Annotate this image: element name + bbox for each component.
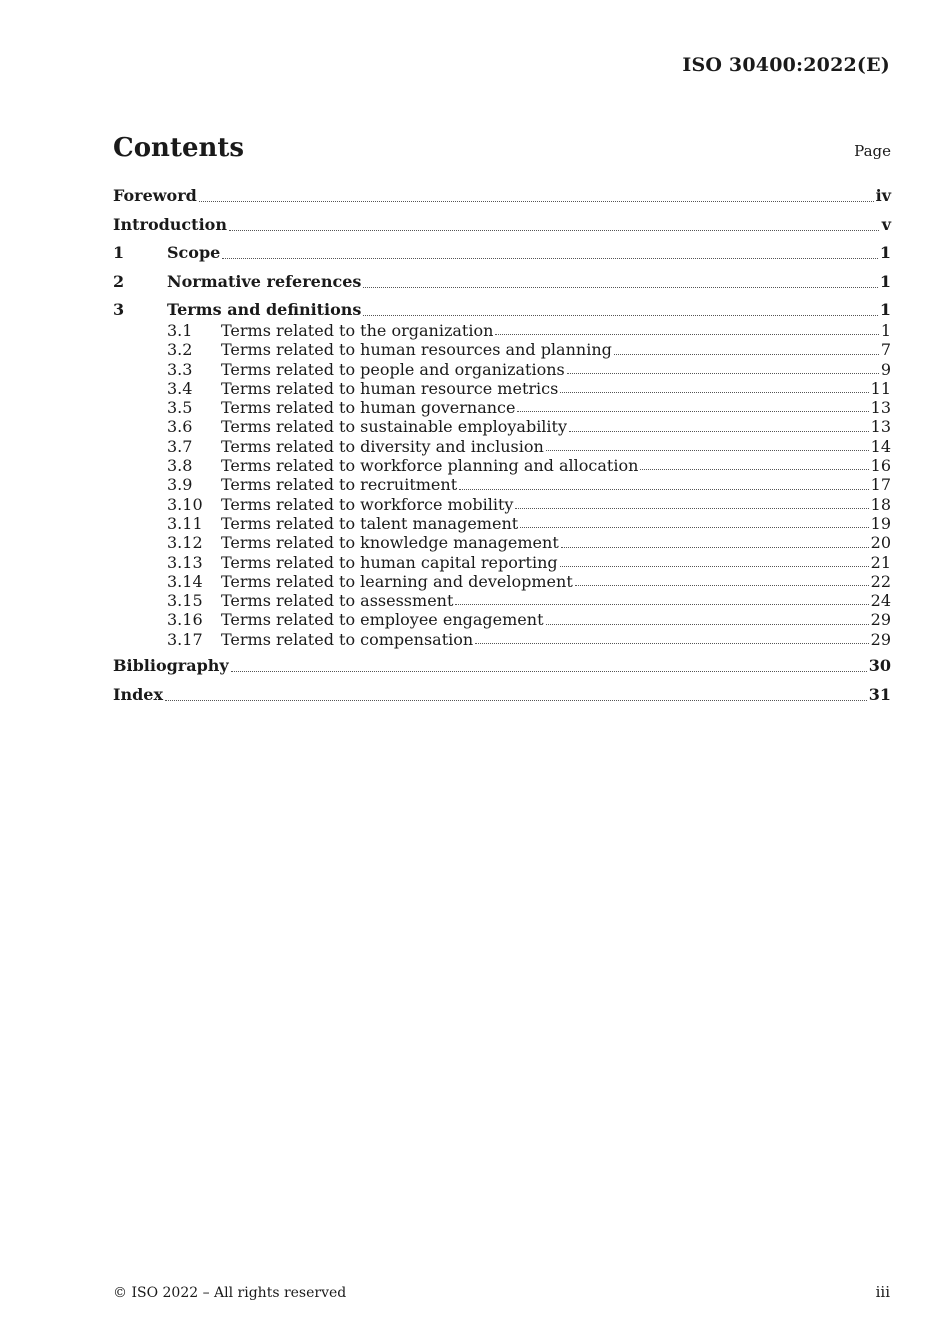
toc-entry-page: 13	[870, 417, 891, 437]
toc-subentry[interactable]	[113, 533, 891, 552]
toc-entry-title: Terms related to employee engagement	[221, 610, 544, 630]
toc-entry-page: 13	[870, 398, 891, 418]
toc-entry-title: Terms related to the organization	[221, 321, 494, 340]
toc-subentry[interactable]	[113, 572, 891, 591]
dot-leader	[165, 699, 867, 701]
toc-subentry[interactable]	[113, 610, 891, 629]
toc-subentry[interactable]	[113, 553, 891, 572]
dot-leader	[199, 200, 874, 202]
toc-subentry[interactable]	[113, 417, 891, 436]
toc-entry-page: 1	[879, 271, 891, 291]
toc-entry-title: Index	[113, 684, 164, 704]
toc-subentry[interactable]	[113, 591, 891, 610]
toc-entry-title: Terms related to people and organizations	[221, 359, 565, 379]
toc-entry-number: 3.16	[167, 610, 203, 630]
toc-entry-title: Terms related to sustainable employability	[221, 417, 568, 437]
dot-leader	[229, 229, 879, 231]
toc-entry-number: 3.7	[167, 436, 193, 456]
toc-entry-page: 29	[870, 610, 891, 630]
toc-entry-introduction[interactable]	[113, 214, 891, 236]
dot-leader	[459, 488, 869, 490]
toc-entry-normative-references[interactable]	[113, 271, 891, 293]
toc-entry-number: 3.5	[167, 398, 193, 418]
copyright-notice: © ISO 2022 – All rights reserved	[113, 1285, 347, 1301]
toc-entry-title: Terms related to human resources and planning	[221, 340, 612, 360]
toc-entry-title: Scope	[167, 243, 221, 262]
toc-entry-page: 22	[870, 571, 891, 591]
toc-entry-title: Foreword	[113, 186, 197, 205]
toc-entry-number: 3.9	[167, 475, 193, 495]
toc-entry-title: Terms related to human capital reporting	[221, 552, 558, 572]
toc-entry-foreword[interactable]	[113, 185, 891, 207]
dot-leader	[640, 468, 868, 470]
dot-leader	[569, 430, 869, 432]
toc-entry-page: 21	[870, 552, 891, 572]
toc-entry-page: 11	[870, 378, 891, 398]
dot-leader	[222, 257, 878, 259]
toc-entry-title: Terms related to learning and development	[221, 571, 573, 591]
table-of-contents	[113, 185, 891, 712]
dot-leader	[561, 546, 869, 548]
toc-entry-page: 30	[868, 656, 891, 676]
toc-entry-number: 1	[113, 243, 125, 262]
dot-leader	[363, 314, 877, 316]
toc-entry-title: Normative references	[167, 271, 362, 291]
dot-leader	[475, 642, 868, 644]
toc-entry-number: 3.17	[167, 629, 203, 649]
toc-entry-number: 3.3	[167, 359, 193, 379]
dot-leader	[455, 603, 868, 605]
toc-subentry[interactable]	[113, 630, 891, 649]
toc-subentry[interactable]	[113, 437, 891, 456]
contents-header	[113, 133, 891, 163]
toc-entry-title: Terms related to human governance	[221, 398, 516, 418]
document-id: ISO 30400:2022(E)	[682, 54, 890, 76]
dot-leader	[520, 526, 868, 528]
dot-leader	[231, 670, 867, 672]
toc-entry-page: 17	[870, 475, 891, 495]
toc-entry-number: 3.10	[167, 494, 203, 514]
toc-entry-scope[interactable]	[113, 242, 891, 264]
toc-entry-page: 19	[870, 513, 891, 533]
contents-title: Contents	[113, 133, 245, 163]
toc-entry-number: 3.6	[167, 417, 193, 437]
toc-entry-page: iv	[875, 186, 891, 205]
toc-subentry[interactable]	[113, 340, 891, 359]
toc-entry-title: Terms related to talent management	[221, 513, 519, 533]
toc-entry-title: Introduction	[113, 214, 227, 234]
toc-entry-number: 2	[113, 271, 125, 291]
toc-entry-page: 7	[880, 340, 891, 360]
dot-leader	[363, 286, 877, 288]
toc-entry-page: 16	[870, 456, 891, 476]
toc-entry-page: 1	[879, 300, 891, 319]
toc-entry-number: 3.12	[167, 533, 203, 553]
dot-leader	[560, 565, 869, 567]
toc-entry-number: 3.2	[167, 340, 193, 360]
dot-leader	[546, 623, 869, 625]
toc-entry-number: 3.11	[167, 513, 203, 533]
dot-leader	[546, 449, 869, 451]
toc-entry-title: Terms related to knowledge management	[221, 533, 559, 553]
toc-entry-page: 14	[870, 436, 891, 456]
dot-leader	[495, 333, 878, 335]
dot-leader	[575, 584, 869, 586]
toc-entry-page: 18	[870, 494, 891, 514]
toc-entry-title: Terms related to human resource metrics	[221, 378, 559, 398]
toc-subentry[interactable]	[113, 495, 891, 514]
toc-entry-title: Terms related to assessment	[221, 591, 454, 611]
toc-entry-page: 31	[868, 684, 891, 704]
page-number: iii	[875, 1283, 890, 1301]
toc-entry-title: Terms related to recruitment	[221, 475, 458, 495]
dot-leader	[614, 353, 879, 355]
dot-leader	[567, 372, 879, 374]
toc-subentry[interactable]	[113, 514, 891, 533]
toc-subentry[interactable]	[113, 456, 891, 475]
toc-subentry[interactable]	[113, 475, 891, 494]
toc-entry-page: 29	[870, 629, 891, 649]
toc-entry-page: 9	[880, 359, 891, 379]
toc-entry-bibliography[interactable]	[113, 655, 891, 677]
toc-entry-number: 3.4	[167, 378, 193, 398]
toc-subentry[interactable]	[113, 360, 891, 379]
toc-entry-number: 3.13	[167, 552, 203, 572]
dot-leader	[515, 507, 868, 509]
dot-leader	[517, 410, 868, 412]
toc-entry-page: 20	[870, 533, 891, 553]
toc-entry-page: 24	[870, 591, 891, 611]
page-column-label: Page	[854, 142, 891, 160]
toc-entry-index[interactable]	[113, 684, 891, 706]
toc-entry-title: Terms related to workforce mobility	[221, 494, 514, 514]
toc-entry-number: 3.1	[167, 321, 193, 340]
toc-entry-title: Terms and definitions	[167, 300, 362, 319]
toc-entry-number: 3	[113, 300, 125, 319]
toc-subentry[interactable]	[113, 379, 891, 398]
toc-entry-page: 1	[880, 321, 891, 340]
toc-subentry[interactable]	[113, 398, 891, 417]
toc-entry-title: Bibliography	[113, 656, 229, 676]
toc-entry-page: v	[881, 214, 891, 234]
dot-leader	[560, 391, 868, 393]
toc-entry-title: Terms related to workforce planning and allocation	[221, 456, 639, 476]
toc-entry-number: 3.8	[167, 456, 193, 476]
toc-entry-page: 1	[879, 243, 891, 262]
toc-entry-terms-and-definitions[interactable]	[113, 299, 891, 321]
toc-entry-number: 3.14	[167, 571, 203, 591]
toc-entry-title: Terms related to compensation	[221, 629, 474, 649]
toc-entry-title: Terms related to diversity and inclusion	[221, 436, 544, 456]
toc-entry-number: 3.15	[167, 591, 203, 611]
toc-subentry[interactable]	[113, 321, 891, 340]
